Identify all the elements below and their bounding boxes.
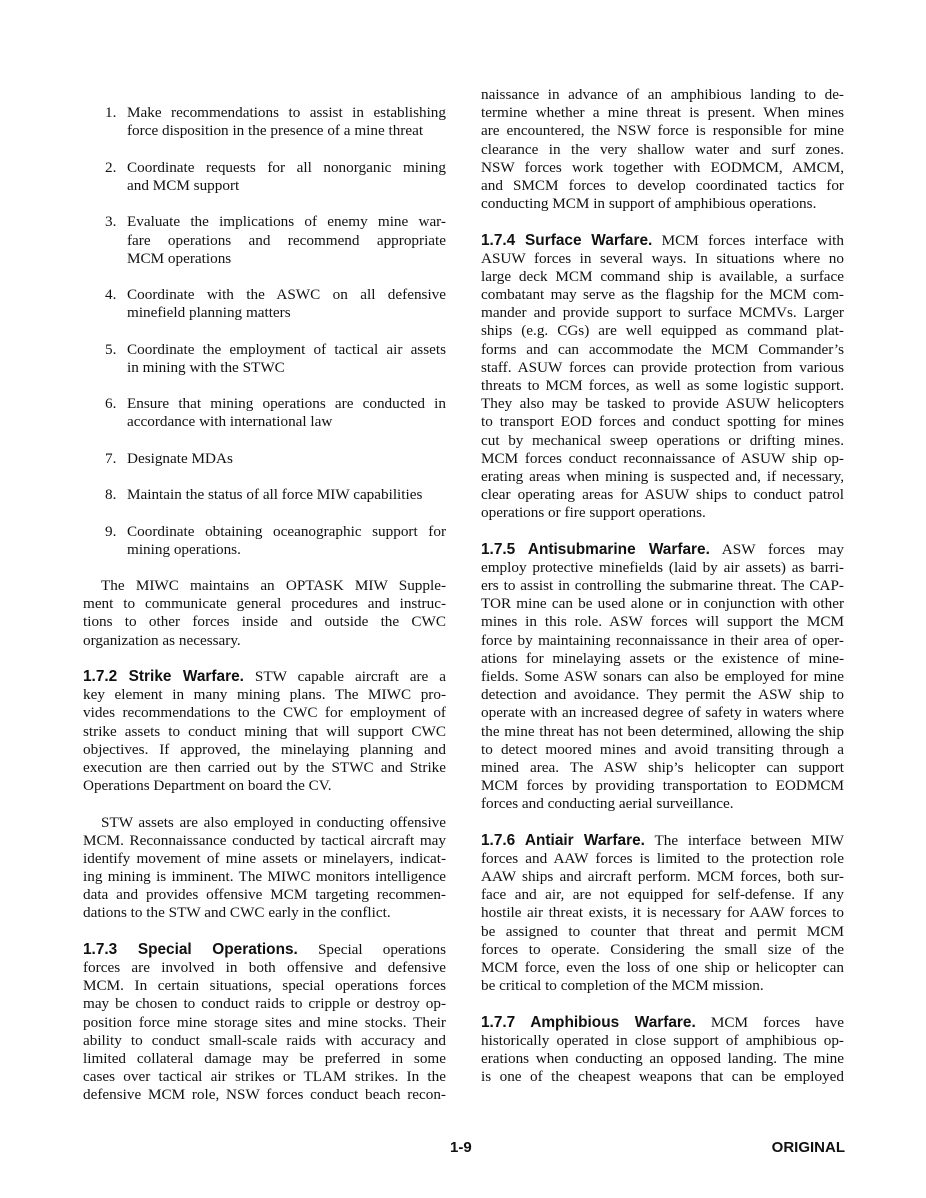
section-heading: 1.7.2 Strike Warfare.	[83, 668, 244, 686]
page-number: 1-9	[450, 1139, 472, 1156]
list-number: 5.	[105, 340, 117, 358]
text-line	[481, 777, 844, 795]
text-line	[481, 395, 844, 413]
line-text: ASUW forces in several ways. In situations where no	[481, 249, 844, 267]
list-item	[83, 486, 446, 504]
line-text: large deck MCM command ship is available, a surface	[481, 267, 844, 285]
text-line	[481, 232, 844, 250]
line-text: MCM force, even the loss of one ship or helicopter can	[481, 959, 844, 976]
text-line	[83, 686, 446, 704]
line-text: force by maintaining reconnaissance in their area of oper-	[481, 631, 844, 649]
line-text: ers to assist in controlling the submarine threat. The CAP-	[481, 577, 844, 595]
line-text: to transport EOD forces and conduct spotting for mines	[481, 413, 844, 431]
line-text: objectives. If approved, the minelaying planning and	[83, 740, 446, 758]
text-line	[83, 577, 446, 595]
text-line	[481, 86, 844, 104]
text-line	[481, 413, 844, 431]
text-line	[127, 159, 446, 177]
text-line	[127, 541, 446, 559]
line-text: key element in many mining plans. The MIWC pro-	[83, 686, 446, 704]
text-line	[481, 322, 844, 340]
line-text: be assigned to counter that threat and permit MCM	[481, 922, 844, 940]
text-line	[127, 395, 446, 413]
line-text: forces to operate. Considering the small size of the	[481, 940, 844, 958]
text-line	[481, 195, 844, 213]
right-paragraphs	[481, 86, 844, 1086]
section-heading: 1.7.5 Antisubmarine Warfare.	[481, 540, 710, 558]
line-text: defensive MCM role, NSW forces conduct beach recon-	[83, 1086, 446, 1104]
text-line	[481, 122, 844, 140]
section-paragraph	[481, 1014, 844, 1087]
text-line	[481, 104, 844, 122]
text-line	[481, 686, 844, 704]
text-line	[481, 704, 844, 722]
line-text: organization as necessary.	[83, 631, 241, 649]
text-line	[481, 468, 844, 486]
line-text: may be chosen to conduct raids to cripple or destroy op-	[83, 995, 446, 1013]
line-text: ations for minelaying assets or the existence of mine-	[481, 649, 844, 667]
line-text: minefield planning matters	[127, 304, 291, 322]
line-text: the mine threat has not been determined, allowing the ship	[481, 722, 844, 740]
text-line	[83, 595, 446, 613]
text-line	[481, 668, 844, 686]
text-line	[481, 141, 844, 159]
text-line	[83, 904, 446, 922]
text-line	[83, 995, 446, 1013]
line-text: ment to communicate general procedures and instruc-	[83, 595, 446, 613]
line-text: operations or fire support operations.	[481, 504, 706, 522]
line-text: cases over tactical air strikes or TLAM strikes. In the	[83, 1068, 446, 1086]
line-text: mines in this role. ASW forces will support the MCM	[481, 613, 844, 631]
line-text: erations when conducting an opposed landing. The mine	[481, 1049, 844, 1067]
text-line	[127, 450, 446, 468]
text-line	[83, 1068, 446, 1086]
text-line	[481, 1032, 844, 1050]
list-number: 3.	[105, 213, 117, 231]
section-heading: 1.7.7 Amphibious Warfare.	[481, 1013, 696, 1031]
text-line	[481, 304, 844, 322]
line-text: cut by mechanical sweep operations or drifting mines.	[481, 431, 844, 449]
text-line	[127, 286, 446, 304]
line-text: naissance in advance of an amphibious landing to de-	[481, 86, 844, 103]
list-number: 7.	[105, 449, 117, 467]
line-text: face and air, are not equipped for self-defense. If any	[481, 886, 844, 904]
paragraph	[83, 577, 446, 650]
text-line	[481, 504, 844, 522]
text-line	[83, 850, 446, 868]
text-line	[83, 1086, 446, 1104]
line-text: are encountered, the NSW force is responsible for mine	[481, 122, 844, 140]
line-text: data and provides offensive MCM targeting recommen-	[83, 886, 446, 904]
text-line	[127, 122, 446, 140]
line-text: forces and conducting aerial surveillance.	[481, 795, 734, 813]
line-text: STW assets are also employed in conducting offensive	[101, 813, 446, 831]
list-item	[83, 159, 446, 195]
text-line	[481, 250, 844, 268]
text-line	[83, 814, 446, 832]
line-text: forces and AAW forces is limited to the protection role	[481, 849, 844, 867]
line-text: fare operations and recommend appropriate	[127, 231, 446, 249]
section-paragraph	[83, 941, 446, 1105]
line-text: MCM. Reconnaissance conducted by tactical aircraft may	[83, 831, 446, 849]
list-number: 2.	[105, 158, 117, 176]
paragraph	[481, 86, 844, 213]
line-text: dations to the STW and CWC early in the conflict.	[83, 904, 391, 922]
section-heading: 1.7.3 Special Operations.	[83, 940, 298, 958]
text-line	[83, 1014, 446, 1032]
text-line	[83, 886, 446, 904]
line-text: MCM. In certain situations, special operations forces	[83, 977, 446, 995]
line-text: Coordinate obtaining oceanographic support for	[127, 522, 446, 540]
line-text: operate with an increased degree of safety in waters where	[481, 704, 844, 722]
text-line	[481, 1014, 844, 1032]
list-item	[83, 213, 446, 268]
text-line	[83, 613, 446, 631]
line-text: hostile air threat exists, it is necessary for AAW forces to	[481, 904, 844, 922]
list-number: 4.	[105, 286, 117, 304]
text-line	[83, 832, 446, 850]
section-paragraph	[83, 668, 446, 795]
line-text: forms and can accommodate the MCM Commander’s	[481, 340, 844, 358]
text-line	[481, 723, 844, 741]
left-column	[83, 86, 446, 1123]
line-text: mining operations.	[127, 540, 241, 558]
line-text: strike assets to conduct mining that will support CWC	[83, 722, 446, 740]
section-paragraph	[481, 232, 844, 523]
text-line	[127, 359, 446, 377]
line-text: STW capable aircraft are a	[254, 668, 446, 686]
text-line	[481, 595, 844, 613]
line-text: Coordinate with the ASWC on all defensive	[127, 286, 446, 304]
line-text: MCM forces conduct reconnaissance of ASUW ship op-	[481, 449, 844, 467]
list-number: 8.	[105, 486, 117, 504]
list-item	[83, 523, 446, 559]
line-text: mander and provide support to surface MCMVs. Larger	[481, 304, 844, 322]
line-text: accordance with international law	[127, 413, 333, 431]
text-line	[481, 977, 844, 995]
line-text: identify movement of mine assets or minelayers, indicat-	[83, 849, 446, 867]
text-line	[127, 413, 446, 431]
line-text: in mining with the STWC	[127, 358, 285, 376]
document-status: ORIGINAL	[771, 1139, 845, 1156]
text-line	[481, 741, 844, 759]
text-line	[83, 959, 446, 977]
list-number: 9.	[105, 522, 117, 540]
list-number: 6.	[105, 395, 117, 413]
text-line	[127, 213, 446, 231]
text-line	[481, 268, 844, 286]
text-line	[83, 759, 446, 777]
right-column	[481, 86, 844, 1105]
line-text: MCM operations	[127, 249, 232, 267]
text-line	[481, 450, 844, 468]
text-line	[481, 341, 844, 359]
line-text: ships (e.g. CGs) are well equipped as command plat-	[481, 322, 844, 340]
line-text: fields. Some ASW sonars can also be employed for mine	[481, 668, 844, 685]
line-text: is one of the cheapest weapons that can be employed	[481, 1068, 844, 1086]
text-line	[481, 795, 844, 813]
line-text: Designate MDAs	[127, 449, 233, 467]
text-line	[481, 577, 844, 595]
text-line	[127, 486, 446, 504]
list-number: 1.	[105, 104, 117, 122]
line-text: combatant may serve as the flagship for the MCM com-	[481, 286, 844, 304]
line-text: The MIWC maintains an OPTASK MIW Supple-	[101, 577, 446, 595]
text-line	[481, 886, 844, 904]
text-line	[481, 632, 844, 650]
text-line	[481, 941, 844, 959]
line-text: position force mine storage sites and mine stocks. Their	[83, 1013, 446, 1031]
line-text: They also may be tasked to provide ASUW helicopters	[481, 395, 844, 413]
section-heading: 1.7.4 Surface Warfare.	[481, 231, 653, 249]
line-text: mined area. The ASW ship’s helicopter can support	[481, 758, 844, 776]
line-text: Special operations	[317, 940, 447, 958]
line-text: conducting MCM in support of amphibious operations.	[481, 195, 817, 213]
text-line	[481, 850, 844, 868]
line-text: The interface between MIW	[654, 831, 845, 849]
line-text: force disposition in the presence of a mine threat	[127, 122, 424, 140]
line-text: MCM forces interface with	[661, 231, 844, 249]
paragraph	[83, 814, 446, 923]
line-text: erating areas when mining is suspected and, if necessary,	[481, 467, 844, 485]
text-line	[481, 541, 844, 559]
line-text: ability to conduct small-scale raids with accuracy and	[83, 1031, 446, 1049]
text-line	[481, 559, 844, 577]
text-line	[83, 1050, 446, 1068]
responsibility-list	[83, 86, 446, 559]
text-line	[481, 159, 844, 177]
line-text: threats to MCM forces, as well as some logistic support.	[481, 377, 844, 394]
line-text: clear operating areas for ASUW ships to conduct patrol	[481, 486, 844, 504]
text-line	[83, 704, 446, 722]
list-item	[83, 450, 446, 468]
text-line	[481, 377, 844, 395]
text-line	[127, 304, 446, 322]
line-text: execution are then carried out by the STWC and Strike	[83, 758, 446, 776]
line-text: staff. ASUW forces can provide protection from various	[481, 358, 844, 376]
line-text: and SMCM forces to develop coordinated tactics for	[481, 176, 844, 194]
line-text: historically operated in close support of amphibious op-	[481, 1031, 844, 1049]
line-text: NSW forces work together with EODMCM, AMCM,	[481, 158, 844, 176]
line-text: and MCM support	[127, 176, 240, 194]
list-item	[83, 341, 446, 377]
line-text: clearance in the very shallow water and surf zones.	[481, 140, 844, 158]
line-text: employ protective minefields (laid by air assets) as barri-	[481, 558, 844, 576]
line-text: forces are involved in both offensive and defensive	[83, 959, 446, 977]
text-line	[83, 723, 446, 741]
line-text: ASW forces may	[721, 540, 844, 558]
text-line	[481, 432, 844, 450]
line-text: Ensure that mining operations are conducted in	[127, 395, 446, 413]
text-line	[481, 650, 844, 668]
line-text: be critical to completion of the MCM mission.	[481, 977, 764, 995]
line-text: detection and avoidance. They permit the ASW ship to	[481, 686, 844, 704]
line-text: tions to other forces inside and outside the CWC	[83, 613, 446, 631]
text-line	[83, 1032, 446, 1050]
line-text: termine whether a mine threat is present. When mines	[481, 104, 844, 122]
text-line	[481, 904, 844, 922]
line-text: Coordinate requests for all nonorganic mining	[127, 158, 446, 176]
text-line	[83, 741, 446, 759]
line-text: Evaluate the implications of enemy mine war-	[127, 213, 446, 231]
line-text: AAW ships and aircraft perform. MCM forces, both sur-	[481, 868, 844, 886]
line-text: limited collateral damage may be preferred in some	[83, 1049, 446, 1067]
text-line	[481, 1050, 844, 1068]
line-text: MCM forces by providing transportation to EODMCM	[481, 777, 844, 795]
line-text: Make recommendations to assist in establishing	[127, 104, 446, 122]
text-line	[127, 104, 446, 122]
text-line	[481, 759, 844, 777]
section-paragraph	[481, 541, 844, 814]
text-line	[481, 177, 844, 195]
line-text: to detect moored mines and avoid transiting through a	[481, 740, 844, 758]
list-item	[83, 395, 446, 431]
text-line	[481, 923, 844, 941]
line-text: vides recommendations to the CWC for employment of	[83, 704, 446, 722]
text-line	[83, 777, 446, 795]
text-line	[127, 523, 446, 541]
text-line	[83, 868, 446, 886]
list-item	[83, 104, 446, 140]
line-text: Coordinate the employment of tactical air assets	[127, 340, 446, 358]
text-line	[481, 832, 844, 850]
text-line	[127, 341, 446, 359]
text-line	[481, 286, 844, 304]
line-text: Maintain the status of all force MIW capabilities	[127, 486, 423, 504]
section-heading: 1.7.6 Antiair Warfare.	[481, 831, 645, 849]
line-text: ing mining is imminent. The MIWC monitors intelligence	[83, 868, 446, 886]
text-line	[481, 359, 844, 377]
text-line	[83, 977, 446, 995]
left-paragraphs	[83, 577, 446, 1104]
text-line	[83, 941, 446, 959]
text-line	[481, 868, 844, 886]
text-line	[481, 486, 844, 504]
text-line	[481, 959, 844, 977]
text-line	[83, 632, 446, 650]
list-item	[83, 286, 446, 322]
section-paragraph	[481, 832, 844, 996]
text-line	[481, 613, 844, 631]
text-line	[127, 232, 446, 250]
text-line	[127, 250, 446, 268]
line-text: TOR mine can be used alone or in conjunction with other	[481, 595, 844, 613]
line-text: Operations Department on board the CV.	[83, 777, 332, 795]
text-line	[127, 177, 446, 195]
line-text: MCM forces have	[710, 1013, 844, 1031]
text-line	[83, 668, 446, 686]
text-line	[481, 1068, 844, 1086]
